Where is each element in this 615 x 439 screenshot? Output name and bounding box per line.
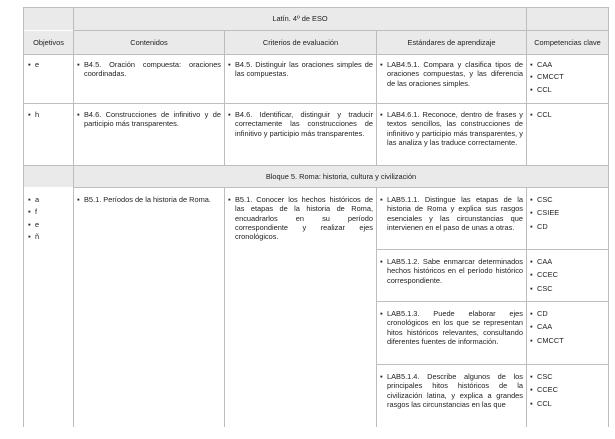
list-item — [380, 309, 523, 346]
list-item — [530, 270, 605, 279]
list-item — [77, 60, 221, 79]
row3-criterio — [228, 195, 373, 241]
bullet-icon: ▪ — [228, 195, 231, 204]
objetivo-item: e — [35, 219, 40, 229]
competencia-item: CCL — [537, 398, 552, 408]
estandares-col-line-b5 — [376, 187, 377, 427]
estandar-text: LAB5.1.1. Distingue las etapas de la historia de Roma y explica sus rasgos esenciales y las circunstancias que intervienen en el paso de unas a otras. — [387, 195, 523, 232]
estandar-text: LAB5.1.4. Describe algunos de los principales hitos históricos de la civilización latina, y explica a grandes rasgos las circunstancias en las que — [387, 372, 523, 409]
row3-sub3-estandar — [380, 309, 523, 346]
list-item — [530, 399, 605, 408]
row1-objetivos — [28, 60, 70, 69]
bullet-icon: ▪ — [380, 110, 383, 119]
list-item — [228, 110, 373, 138]
list-item — [28, 110, 70, 119]
bullet-icon: ▪ — [530, 208, 533, 218]
bullet-icon: ▪ — [28, 207, 31, 217]
header-estandares-text: Estándares de aprendizaje — [407, 37, 496, 47]
block5-title-text: Bloque 5. Roma: historia, cultura y civilización — [265, 171, 417, 181]
header-contenidos-text: Contenidos — [130, 37, 168, 47]
objetivo-item: f — [35, 207, 38, 217]
estandar-text: LAB4.5.1. Compara y clasifica tipos de oraciones compuestas, y las diferencia de las oraciones simples. — [387, 60, 523, 88]
contenido-text: B4.5. Oración compuesta: oraciones coordinadas. — [84, 60, 221, 79]
list-item — [530, 195, 605, 204]
row3-sub3-competencias — [530, 309, 605, 345]
list-item — [530, 322, 605, 331]
block5-left-blank — [24, 166, 73, 187]
sub2-bottom-line — [376, 301, 609, 302]
header-objetivos — [24, 31, 73, 54]
objetivo-item: ñ — [35, 231, 40, 241]
list-item — [380, 372, 523, 409]
list-item — [380, 195, 523, 232]
contenido-text: B5.1. Períodos de la historia de Roma. — [84, 195, 211, 204]
bullet-icon: ▪ — [530, 398, 533, 408]
competencia-item: CCEC — [537, 385, 558, 395]
competencia-item: CAA — [537, 257, 553, 266]
bullet-icon: ▪ — [380, 372, 383, 381]
header-competencias-text: Competencias clave — [534, 37, 601, 47]
list-item — [530, 372, 605, 381]
row2-estandar — [380, 110, 523, 147]
bullet-icon: ▪ — [28, 231, 31, 241]
bullet-icon: ▪ — [530, 322, 533, 332]
header-competencias — [527, 31, 608, 54]
table-title-text: Latín. 4º de ESO — [272, 14, 328, 24]
competencia-item: CCL — [537, 84, 552, 94]
list-item — [530, 309, 605, 318]
competencia-item: CSC — [537, 283, 553, 293]
objetivo-item: h — [35, 110, 40, 119]
competencia-item: CAA — [537, 322, 553, 332]
list-item — [530, 257, 605, 266]
estandar-text: LAB5.1.3. Puede elaborar ejes cronológicos en los que se representan hitos históricos relevantes, consultando diferentes fuentes de información. — [387, 309, 523, 346]
table-title — [74, 8, 526, 30]
bullet-icon: ▪ — [530, 110, 533, 119]
list-item — [28, 232, 70, 241]
bullet-icon: ▪ — [77, 60, 80, 69]
list-item — [530, 385, 605, 394]
bullet-icon: ▪ — [28, 60, 31, 69]
bullet-icon: ▪ — [530, 221, 533, 231]
row2-criterio — [228, 110, 373, 138]
list-item — [228, 195, 373, 241]
row3-sub4-estandar — [380, 372, 523, 427]
competencia-item: CMCCT — [537, 72, 564, 82]
header-objetivos-text: Objetivos — [33, 37, 64, 47]
sub1-bottom-line — [376, 249, 609, 250]
criterio-text: B5.1. Conocer los hechos históricos de las etapas de la historia de Roma, encuadrarlos en su período correspondiente y realizar ejes cronológicos. — [235, 195, 373, 242]
objetivo-item: e — [35, 60, 40, 69]
criterio-text: B4.5. Distinguir las oraciones simples de las compuestas. — [235, 60, 373, 79]
contenido-text: B4.6. Construcciones de infinitivo y de participio más transparentes. — [84, 110, 221, 129]
bullet-icon: ▪ — [530, 335, 533, 345]
competencia-item: CSC — [537, 195, 553, 204]
list-item — [530, 85, 605, 94]
list-item — [380, 110, 523, 147]
competencia-item: CSIEE — [537, 208, 560, 218]
competencia-item: CD — [537, 221, 548, 231]
list-item — [530, 284, 605, 293]
bullet-icon: ▪ — [28, 110, 31, 119]
competencia-item: CCL — [537, 110, 552, 119]
bullet-icon: ▪ — [77, 195, 80, 204]
list-item — [530, 208, 605, 217]
title-right-blank — [527, 8, 608, 30]
criterios-col-line-b5 — [224, 187, 225, 427]
estandar-text: LAB4.6.1. Reconoce, dentro de frases y textos sencillos, las construcciones de infinitivo y participio más transparentes, y las analiza y las traduce correctamente. — [387, 110, 523, 147]
competencia-item: CAA — [537, 60, 553, 69]
row1-bottom-line — [23, 103, 609, 104]
competencia-item: CSC — [537, 372, 553, 381]
bullet-icon: ▪ — [380, 309, 383, 318]
row2-contenido — [77, 110, 221, 129]
bullet-icon: ▪ — [530, 309, 533, 318]
competencia-item: CD — [537, 309, 548, 318]
row2-competencias — [530, 110, 605, 119]
row1-criterio — [228, 60, 373, 79]
row3-sub1-estandar — [380, 195, 523, 232]
row2-objetivos — [28, 110, 70, 119]
list-item — [28, 195, 70, 204]
list-item — [28, 207, 70, 216]
row3-objetivos — [28, 195, 70, 241]
criterio-text: B4.6. Identificar, distinguir y traducir correctamente las construcciones de infinitivo y participio más transparentes. — [235, 110, 373, 138]
bullet-icon: ▪ — [530, 283, 533, 293]
list-item — [530, 222, 605, 231]
list-item — [77, 110, 221, 129]
competencia-item: CMCCT — [537, 335, 564, 345]
objetivo-item: a — [35, 195, 40, 204]
estandar-text: LAB5.1.2. Sabe enmarcar determinados hechos históricos en el período histórico correspondiente. — [387, 257, 523, 285]
list-item — [380, 60, 523, 88]
row3-contenido — [77, 195, 221, 204]
bullet-icon: ▪ — [380, 195, 383, 204]
row3-sub1-competencias — [530, 195, 605, 231]
header-contenidos — [74, 31, 224, 54]
table-border-left — [23, 7, 24, 427]
bullet-icon: ▪ — [28, 195, 31, 204]
list-item — [28, 60, 70, 69]
bullet-icon: ▪ — [530, 372, 533, 381]
competencias-col-line-b5 — [526, 187, 527, 427]
list-item — [77, 195, 221, 204]
bullet-icon: ▪ — [530, 385, 533, 395]
header-estandares — [377, 31, 526, 54]
bullet-icon: ▪ — [530, 60, 533, 69]
row3-sub2-competencias — [530, 257, 605, 293]
bullet-icon: ▪ — [380, 60, 383, 69]
block5-title — [74, 166, 608, 187]
row1-estandar — [380, 60, 523, 88]
bullet-icon: ▪ — [530, 195, 533, 204]
list-item — [530, 60, 605, 69]
header-bottom-line — [23, 54, 609, 55]
title-left-blank — [24, 8, 73, 30]
objetivos-col-line — [73, 7, 74, 427]
block5-bottom-line — [73, 187, 609, 188]
list-item — [228, 60, 373, 79]
row1-contenido — [77, 60, 221, 79]
bullet-icon: ▪ — [77, 110, 80, 119]
bullet-icon: ▪ — [530, 257, 533, 266]
header-criterios-text: Criterios de evaluación — [262, 37, 339, 47]
bullet-icon: ▪ — [28, 219, 31, 229]
list-item — [530, 72, 605, 81]
row3-sub2-estandar — [380, 257, 523, 285]
list-item — [530, 110, 605, 119]
list-item — [530, 336, 605, 345]
bullet-icon: ▪ — [530, 270, 533, 280]
header-criterios — [225, 31, 376, 54]
list-item — [28, 220, 70, 229]
row1-competencias — [530, 60, 605, 94]
row3-sub4-competencias — [530, 372, 605, 408]
bullet-icon: ▪ — [228, 60, 231, 69]
competencia-item: CCEC — [537, 270, 558, 280]
bullet-icon: ▪ — [380, 257, 383, 266]
bullet-icon: ▪ — [228, 110, 231, 119]
sub3-bottom-line — [376, 364, 609, 365]
list-item — [380, 257, 523, 285]
bullet-icon: ▪ — [530, 72, 533, 82]
bullet-icon: ▪ — [530, 84, 533, 94]
